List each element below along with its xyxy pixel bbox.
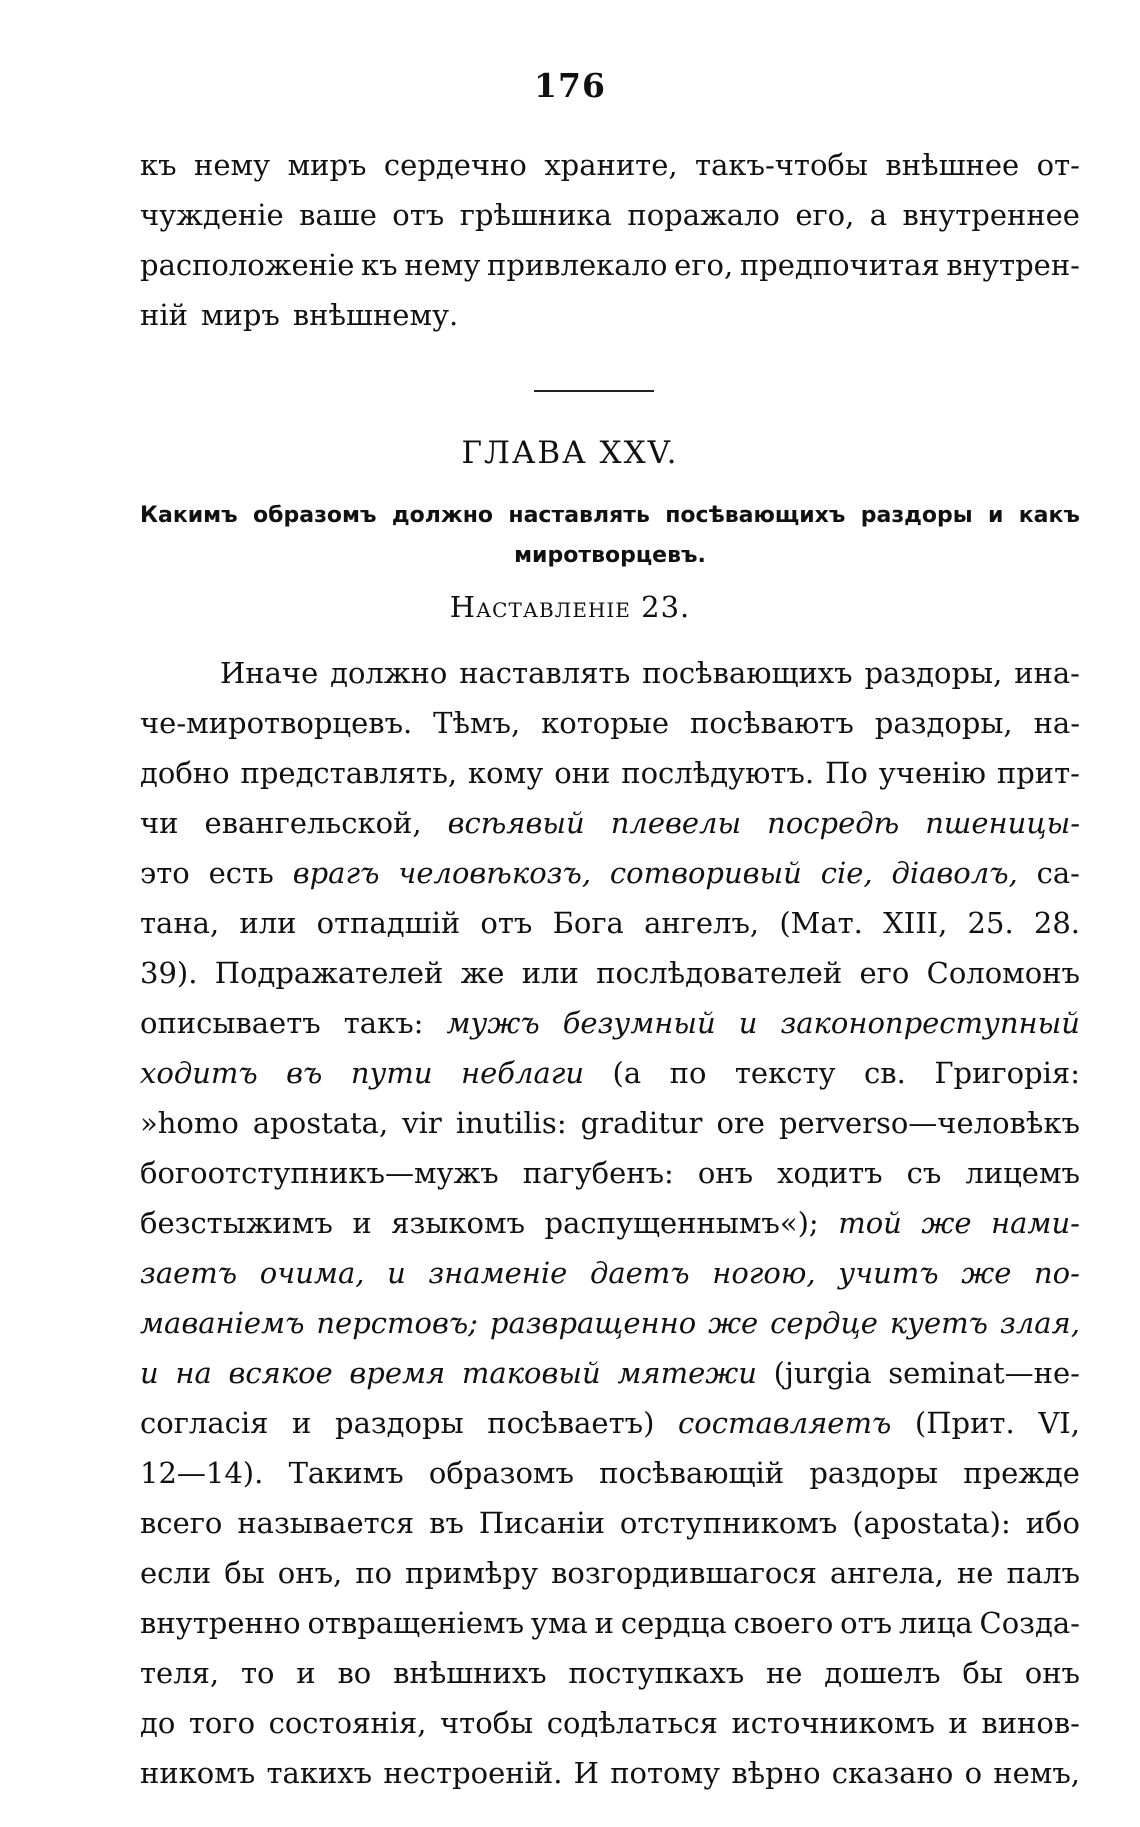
word: безстыжимъ — [140, 1206, 333, 1240]
word: сказано — [831, 1756, 954, 1790]
word: Тѣмъ, — [433, 706, 521, 740]
word: 28. — [1033, 906, 1080, 940]
word: внутреннее — [902, 198, 1080, 232]
word: отвращеніемъ — [307, 1606, 525, 1640]
text-line — [140, 948, 1080, 998]
word: пути — [350, 1056, 433, 1090]
word: Григорія: — [934, 1056, 1080, 1090]
word: нему — [194, 148, 271, 182]
word: всего — [140, 1506, 223, 1540]
word: время — [349, 1356, 446, 1390]
word: раздоры, — [874, 706, 1013, 740]
word: ваше — [299, 198, 377, 232]
text-line — [140, 1248, 1080, 1298]
word: описываетъ — [140, 1006, 321, 1040]
word: безумный — [562, 1006, 716, 1040]
word: а — [869, 198, 888, 232]
text-line — [140, 1098, 1080, 1148]
word: бы — [962, 1656, 1003, 1690]
word: если — [140, 1556, 212, 1590]
word: поражало — [627, 198, 780, 232]
word: дошелъ — [824, 1656, 941, 1690]
word: внутренно — [140, 1606, 301, 1640]
word: таковый — [461, 1356, 601, 1390]
word: 39). — [140, 956, 198, 990]
word: кому — [468, 756, 544, 790]
word: ума — [530, 1606, 588, 1640]
word: теля, — [140, 1656, 220, 1690]
word: діаволъ, — [891, 856, 1018, 890]
word: и — [352, 1206, 372, 1240]
word: или — [239, 906, 297, 940]
word: прежде — [963, 1456, 1080, 1490]
word: расположеніе — [140, 248, 355, 282]
word: поступкахъ — [568, 1656, 745, 1690]
word: палъ — [1006, 1556, 1080, 1590]
subtitle-word: образомъ — [253, 503, 377, 528]
text-line — [140, 1598, 1080, 1648]
subtitle-word: наставлять — [508, 503, 650, 528]
subtitle-word: и — [987, 503, 1004, 528]
word: заетъ — [140, 1256, 238, 1290]
word: законопреступный — [780, 1006, 1080, 1040]
word: мужъ — [446, 1006, 540, 1040]
word: ногою, — [712, 1256, 816, 1290]
word: миръ — [287, 148, 367, 182]
word: немъ, — [993, 1756, 1080, 1790]
word: perverso—человѣкъ — [778, 1106, 1080, 1140]
word: по — [669, 1056, 707, 1090]
word: лицемъ — [965, 1156, 1080, 1190]
word: же — [708, 1306, 759, 1340]
word: сіе, — [820, 856, 873, 890]
word: отступникомъ — [619, 1506, 838, 1540]
word: ходитъ — [777, 1156, 883, 1190]
word: такъ: — [343, 1006, 424, 1040]
word: же — [460, 956, 505, 990]
word: образомъ — [428, 1456, 574, 1490]
subtitle-word: должно — [391, 503, 494, 528]
word: нему — [404, 248, 481, 282]
word: св. — [864, 1056, 906, 1090]
word: тана, — [140, 906, 220, 940]
word: раздоры — [809, 1456, 938, 1490]
word: врагъ — [292, 856, 380, 890]
word: въ — [286, 1056, 323, 1090]
word: послѣдователей — [596, 956, 843, 990]
word: его, — [795, 198, 855, 232]
word: сердце — [770, 1306, 878, 1340]
text-line — [140, 190, 1080, 240]
word: Писаніи — [478, 1506, 605, 1540]
text-line — [140, 240, 1080, 290]
word: всѣявый — [447, 806, 585, 840]
word: сердца — [620, 1606, 727, 1640]
word: Бога — [552, 906, 624, 940]
word: inutilis: — [455, 1106, 567, 1140]
word: привлекало — [487, 248, 668, 282]
word: тексту — [734, 1056, 836, 1090]
instruction-title: Наставленіе 23. — [449, 590, 691, 624]
word: которые — [541, 706, 670, 740]
word: неблаги — [461, 1056, 585, 1090]
word: seminat—не- — [888, 1356, 1080, 1390]
word: согласія — [140, 1406, 269, 1440]
word: посѣваетъ) — [487, 1406, 655, 1440]
word: того — [188, 1706, 256, 1740]
subtitle-word: Какимъ — [140, 503, 238, 528]
word: языкомъ — [391, 1206, 525, 1240]
text-line — [140, 798, 1080, 848]
word: человѣкозъ, — [398, 856, 592, 890]
word: по- — [1034, 1256, 1080, 1290]
word: посредѣ — [767, 806, 900, 840]
text-line — [140, 848, 1080, 898]
subtitle-word: посѣвающихъ — [665, 503, 846, 528]
word: VI, — [1038, 1406, 1080, 1440]
text-line — [140, 1548, 1080, 1598]
word: до — [140, 1706, 176, 1740]
text-line — [140, 748, 1080, 798]
word: внѣшнихъ — [393, 1656, 547, 1690]
body-paragraph — [140, 648, 1080, 1798]
word: и — [140, 1356, 159, 1390]
word: винов- — [981, 1706, 1080, 1740]
word: о — [964, 1756, 983, 1790]
word: Иначе — [220, 656, 319, 690]
word: грѣшника — [459, 198, 612, 232]
word: 12—14). — [140, 1456, 264, 1490]
word: же — [921, 1206, 972, 1240]
word: Созда- — [979, 1606, 1080, 1640]
chapter-title: ГЛАВА XXV. — [461, 435, 679, 471]
word: по — [355, 1556, 393, 1590]
word: не — [956, 1556, 994, 1590]
section-divider — [534, 390, 654, 392]
word: предпочитая — [739, 248, 940, 282]
text-line — [140, 1498, 1080, 1548]
word: и — [948, 1706, 968, 1740]
word: возгордившагося — [551, 1556, 817, 1590]
word: онъ, — [277, 1556, 343, 1590]
subtitle-word: раздоры — [860, 503, 973, 528]
word: это — [140, 856, 190, 890]
word: пагубенъ: — [522, 1156, 674, 1190]
word: и — [296, 1656, 316, 1690]
word: очима, — [259, 1256, 365, 1290]
word: куетъ — [889, 1306, 988, 1340]
word: онъ — [697, 1156, 754, 1190]
word: перстовъ; — [316, 1306, 478, 1340]
chapter-subtitle-line-1 — [140, 496, 1080, 536]
word: своего — [733, 1606, 834, 1640]
text-line — [140, 1648, 1080, 1698]
word: то — [240, 1656, 275, 1690]
word: сердечно — [383, 148, 527, 182]
text-line — [140, 1448, 1080, 1498]
word: По — [825, 756, 868, 790]
word: ангела, — [829, 1556, 944, 1590]
word: не — [765, 1656, 803, 1690]
word: отпадшій — [316, 906, 461, 940]
word: должно — [330, 656, 448, 690]
word: И — [573, 1756, 599, 1790]
word: лица — [898, 1606, 973, 1640]
word: раздоры — [335, 1406, 464, 1440]
word: (Мат. — [779, 906, 863, 940]
word: ній — [140, 298, 188, 332]
word: сотворивый — [609, 856, 802, 890]
word: от- — [1036, 148, 1080, 182]
word: и — [292, 1406, 312, 1440]
word: такъ-чтобы — [695, 148, 868, 182]
chapter-subtitle — [140, 496, 1080, 576]
word: посѣвающихъ — [642, 656, 853, 690]
word: ина- — [1014, 656, 1080, 690]
word: составляетъ — [678, 1406, 892, 1440]
word: источникомъ — [731, 1706, 935, 1740]
word: прит- — [996, 756, 1080, 790]
word: чи — [140, 806, 179, 840]
word: ибо — [1025, 1506, 1080, 1540]
text-line — [140, 1698, 1080, 1748]
word: же — [961, 1256, 1012, 1290]
word: посѣваютъ — [689, 706, 854, 740]
word: XIII, — [883, 906, 948, 940]
word: учитъ — [838, 1256, 939, 1290]
word: ученію — [878, 756, 986, 790]
word: на — [175, 1356, 212, 1390]
word: че-миротворцевъ. — [140, 706, 413, 740]
word: во — [337, 1656, 372, 1690]
word: евангельской, — [204, 806, 422, 840]
word: внѣшнему. — [292, 298, 459, 332]
chapter-subtitle-line-2: миротворцевъ. — [514, 543, 706, 568]
word: ангелъ, — [644, 906, 760, 940]
text-line — [140, 898, 1080, 948]
word: даетъ — [589, 1256, 690, 1290]
word: ходитъ — [140, 1056, 258, 1090]
word: миръ — [200, 298, 280, 332]
word: представлять, — [240, 756, 458, 790]
intro-paragraph — [140, 140, 1080, 340]
word: его, — [674, 248, 734, 282]
word: храните, — [544, 148, 678, 182]
word: чтобы — [439, 1706, 534, 1740]
word: нами- — [991, 1206, 1080, 1240]
word: бы — [224, 1556, 265, 1590]
word: съ — [906, 1156, 942, 1190]
word: отъ — [392, 198, 445, 232]
word: Соломонъ — [926, 956, 1080, 990]
word: содѣлаться — [546, 1706, 718, 1740]
word: graditur — [580, 1106, 703, 1140]
word: всякое — [228, 1356, 333, 1390]
word: состоянія, — [268, 1706, 427, 1740]
word: мятежи — [617, 1356, 757, 1390]
word: онъ — [1024, 1656, 1080, 1690]
text-line — [140, 1148, 1080, 1198]
text-line — [140, 698, 1080, 748]
word: и — [387, 1256, 406, 1290]
word: »homo — [140, 1106, 239, 1140]
word: къ — [361, 248, 398, 282]
word: злая, — [999, 1306, 1080, 1340]
word: той — [838, 1206, 902, 1240]
word: посѣвающій — [599, 1456, 785, 1490]
word: (а — [612, 1056, 642, 1090]
text-line — [140, 998, 1080, 1048]
text-line — [140, 290, 1080, 340]
word: или — [521, 956, 579, 990]
word: ore — [716, 1106, 765, 1140]
text-line — [140, 1048, 1080, 1098]
word: vir — [402, 1106, 442, 1140]
word: маваніемъ — [140, 1306, 305, 1340]
word: чужденіе — [140, 198, 284, 232]
word: (apostata): — [852, 1506, 1011, 1540]
text-line — [140, 140, 1080, 190]
page-number: 176 — [534, 66, 606, 105]
word: раздоры, — [864, 656, 1003, 690]
word: богоотступникъ—мужъ — [140, 1156, 499, 1190]
word: распущеннымъ«); — [544, 1206, 819, 1240]
word: они — [554, 756, 611, 790]
word: 25. — [967, 906, 1014, 940]
word: плевелы — [610, 806, 742, 840]
text-line — [140, 1748, 1080, 1798]
word: нестроеній. — [383, 1756, 563, 1790]
word: са- — [1036, 856, 1080, 890]
word: Подражателей — [214, 956, 444, 990]
word: отъ — [480, 906, 533, 940]
word: Такимъ — [288, 1456, 404, 1490]
word: есть — [208, 856, 274, 890]
word: вѣрно — [731, 1756, 821, 1790]
text-line — [140, 1198, 1080, 1248]
subtitle-word: какъ — [1018, 503, 1080, 528]
word: его — [859, 956, 910, 990]
text-line — [140, 648, 1080, 698]
word: (jurgia — [773, 1356, 872, 1390]
word: послѣдуютъ. — [621, 756, 815, 790]
word: развращенно — [489, 1306, 697, 1340]
word: на- — [1033, 706, 1080, 740]
word: apostata, — [252, 1106, 389, 1140]
word: отъ — [840, 1606, 893, 1640]
word: внутрен- — [946, 248, 1080, 282]
word: называется — [237, 1506, 415, 1540]
text-line — [140, 1348, 1080, 1398]
word: и — [738, 1006, 758, 1040]
word: потому — [610, 1756, 721, 1790]
word: къ — [140, 148, 177, 182]
word: знаменіе — [428, 1256, 568, 1290]
word: наставлять — [459, 656, 631, 690]
word: примѣру — [405, 1556, 539, 1590]
word: внѣшнее — [885, 148, 1020, 182]
word: такихъ — [266, 1756, 373, 1790]
word: (Прит. — [914, 1406, 1015, 1440]
word: добно — [140, 756, 230, 790]
word: никомъ — [140, 1756, 256, 1790]
word: пшеницы- — [925, 806, 1080, 840]
word: и — [594, 1606, 614, 1640]
text-line — [140, 1298, 1080, 1348]
text-line — [140, 1398, 1080, 1448]
word: въ — [429, 1506, 464, 1540]
